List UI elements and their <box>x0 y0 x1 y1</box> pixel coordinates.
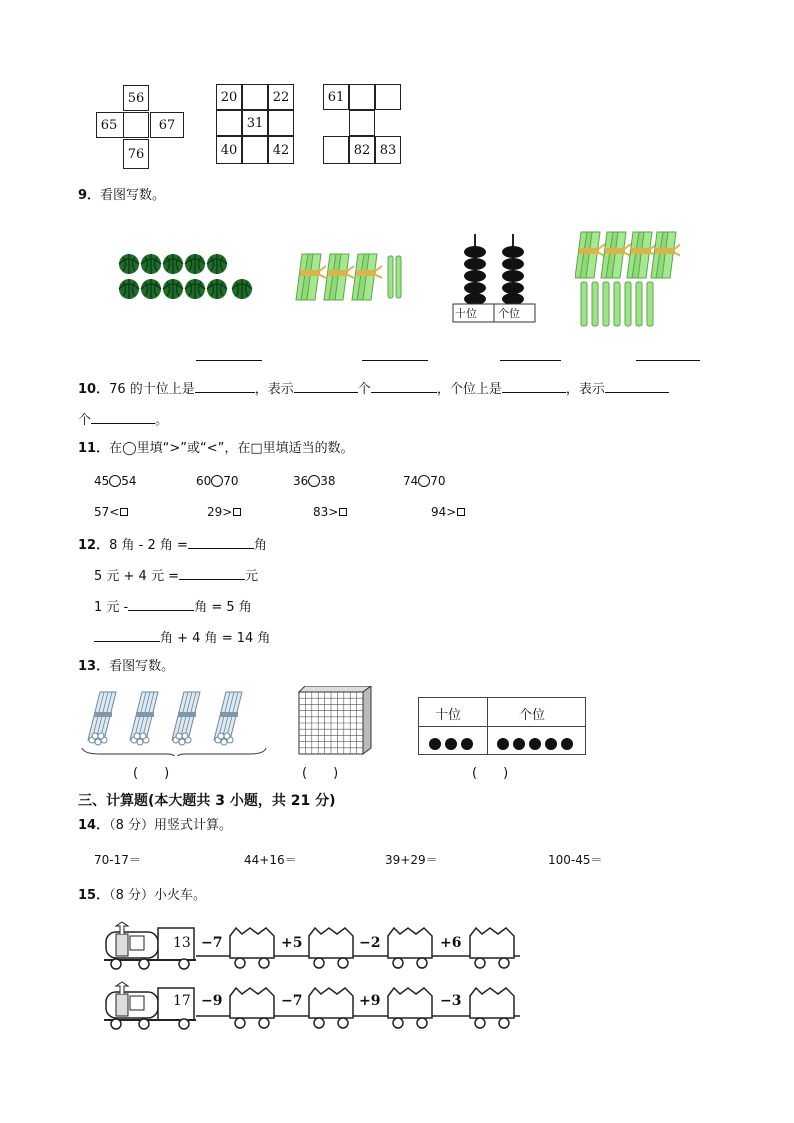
compare-circle[interactable] <box>109 475 121 487</box>
grid-cell[interactable]: 83 <box>375 136 401 164</box>
question-number: 12． <box>78 538 110 553</box>
question-text: 个 <box>357 382 371 397</box>
question-10-cont <box>78 410 168 429</box>
calc-item: 70-17＝ <box>94 853 141 867</box>
ones-dots <box>497 735 573 754</box>
grid-cell-empty[interactable] <box>375 84 401 110</box>
question-11 <box>78 441 354 457</box>
answer-blank[interactable] <box>605 379 669 393</box>
grid-cell[interactable]: 20 <box>216 84 242 110</box>
equation-text: 角 = 5 角 <box>194 600 252 615</box>
sticks-bundles-picture <box>80 688 270 756</box>
tens-header: 十位 <box>435 708 462 723</box>
answer-line[interactable] <box>362 360 428 361</box>
number-text: 94> <box>431 505 457 519</box>
stick-bundles-picture-2 <box>575 230 680 330</box>
tens-dots <box>429 735 473 754</box>
fill-item <box>207 504 241 520</box>
grid-cell-empty[interactable] <box>123 112 149 138</box>
grid-cell-empty[interactable] <box>349 84 375 110</box>
train-op: +6 <box>440 935 462 951</box>
compare-item <box>403 473 446 489</box>
equation-text: 角 + 4 角 = 14 角 <box>160 631 271 646</box>
watermelon-picture <box>118 251 256 303</box>
grid-cell-border <box>96 112 124 138</box>
number-text: 57< <box>94 505 120 519</box>
question-10 <box>78 379 669 398</box>
number-text: 29> <box>207 505 233 519</box>
fill-square[interactable] <box>457 508 465 516</box>
train-op: +9 <box>359 993 381 1009</box>
grid-cell[interactable]: 31 <box>242 110 268 136</box>
grid-cell-empty[interactable] <box>268 110 294 136</box>
dot <box>445 738 457 750</box>
answer-blank[interactable] <box>128 597 194 611</box>
number-text: 70 <box>223 474 239 488</box>
dot <box>497 738 509 750</box>
question-13 <box>78 659 174 675</box>
train-op: −7 <box>281 993 303 1009</box>
question-number: 14． <box>78 818 110 833</box>
question-number: 15． <box>78 888 110 903</box>
answer-paren[interactable]: ( ) <box>472 766 509 781</box>
answer-paren[interactable]: ( ) <box>133 766 170 781</box>
question-text: （8 分）用竖式计算。 <box>109 818 232 833</box>
number-text: 38 <box>320 474 336 488</box>
number-text: 74 <box>403 474 419 488</box>
section-title: 三、计算题(本大题共 3 小题，共 21 分) <box>78 793 336 809</box>
question-text: 在◯里填“>”或“<”，在□里填适当的数。 <box>109 441 354 456</box>
answer-blank[interactable] <box>294 379 358 393</box>
train-op: −2 <box>359 935 381 951</box>
grid-cell-empty[interactable] <box>242 136 268 164</box>
equation-text: 1 元 - <box>94 600 129 615</box>
ones-header: 个位 <box>519 708 546 723</box>
grid-cell-empty[interactable] <box>349 110 375 136</box>
abacus-ones-label: 个位 <box>498 307 520 320</box>
answer-line[interactable] <box>500 360 561 361</box>
question-text: ，个位上是 <box>436 382 502 397</box>
grid-cell[interactable]: 42 <box>268 136 294 164</box>
dot <box>429 738 441 750</box>
calc-item: 39+29＝ <box>385 853 438 867</box>
answer-line[interactable] <box>196 360 262 361</box>
calc-item: 100-45＝ <box>548 853 603 867</box>
compare-circle[interactable] <box>211 475 223 487</box>
fill-item <box>431 504 465 520</box>
place-value-table <box>418 697 586 755</box>
answer-blank[interactable] <box>195 379 255 393</box>
answer-blank[interactable] <box>371 379 437 393</box>
question-text: 76 的十位上是 <box>109 382 195 397</box>
compare-item <box>94 473 137 489</box>
number-text: 45 <box>94 474 110 488</box>
table-divider <box>419 726 585 727</box>
question-12 <box>78 535 267 554</box>
question-text: 看图写数。 <box>109 659 175 674</box>
grid-cell[interactable]: 56 <box>123 85 149 111</box>
answer-blank[interactable] <box>91 410 155 424</box>
question-15 <box>78 888 206 904</box>
question-text: 看图写数。 <box>100 188 166 203</box>
grid-cell-empty[interactable] <box>242 84 268 110</box>
grid-cell[interactable]: 61 <box>323 84 349 110</box>
answer-blank[interactable] <box>179 566 245 580</box>
grid-cell[interactable]: 65 <box>100 117 118 133</box>
number-text: 60 <box>196 474 212 488</box>
dot <box>545 738 557 750</box>
compare-circle[interactable] <box>308 475 320 487</box>
fill-square[interactable] <box>339 508 347 516</box>
equation-text: 5 元 + 4 元 = <box>94 569 179 584</box>
question-12-line-2 <box>94 566 258 585</box>
answer-blank[interactable] <box>94 628 160 642</box>
calc-item: 44+16＝ <box>244 853 297 867</box>
grid-cell[interactable]: 40 <box>216 136 242 164</box>
answer-line[interactable] <box>636 360 700 361</box>
question-9 <box>78 188 165 204</box>
answer-paren[interactable]: ( ) <box>302 766 339 781</box>
number-text: 83> <box>313 505 339 519</box>
question-number: 11． <box>78 441 110 456</box>
unit-text: 元 <box>245 569 259 584</box>
grid-cell[interactable]: 82 <box>349 136 375 164</box>
answer-blank[interactable] <box>502 379 566 393</box>
grid-cell-empty[interactable] <box>323 136 349 164</box>
dot <box>461 738 473 750</box>
hundred-cube-picture <box>297 686 373 756</box>
question-number: 10． <box>78 382 110 397</box>
answer-blank[interactable] <box>188 535 254 549</box>
grid-cell-empty[interactable] <box>216 110 242 136</box>
compare-item <box>196 473 239 489</box>
train-op: +5 <box>281 935 303 951</box>
question-text: ，表示 <box>254 382 294 397</box>
dot <box>561 738 573 750</box>
question-12-line-3 <box>94 597 252 616</box>
number-text: 70 <box>430 474 446 488</box>
grid-cell[interactable]: 22 <box>268 84 294 110</box>
equation-text: 8 角 - 2 角 = <box>109 538 188 553</box>
question-number: 13． <box>78 659 110 674</box>
abacus-tens-label: 十位 <box>455 307 477 320</box>
question-text: ，表示 <box>565 382 605 397</box>
question-text: 个 <box>78 413 92 428</box>
question-text: 。 <box>155 413 169 428</box>
train-start-number: 13 <box>173 935 191 951</box>
dot <box>529 738 541 750</box>
fill-square[interactable] <box>233 508 241 516</box>
compare-item <box>293 473 336 489</box>
train-op: −9 <box>201 993 223 1009</box>
stick-bundles-picture <box>294 252 409 302</box>
train-start-number: 17 <box>173 993 191 1009</box>
number-text: 54 <box>121 474 137 488</box>
fill-square[interactable] <box>120 508 128 516</box>
question-12-line-4 <box>94 628 270 647</box>
dot <box>513 738 525 750</box>
train-op: −7 <box>201 935 223 951</box>
number-text: 36 <box>293 474 309 488</box>
compare-circle[interactable] <box>418 475 430 487</box>
unit-text: 角 <box>253 538 267 553</box>
grid-cell[interactable]: 76 <box>123 139 149 169</box>
train-op: −3 <box>440 993 462 1009</box>
question-text: （8 分）小火车。 <box>109 888 206 903</box>
question-number: 9． <box>78 188 101 203</box>
question-14 <box>78 818 232 834</box>
fill-item <box>313 504 347 520</box>
fill-item <box>94 504 128 520</box>
grid-cell[interactable]: 67 <box>150 112 184 138</box>
